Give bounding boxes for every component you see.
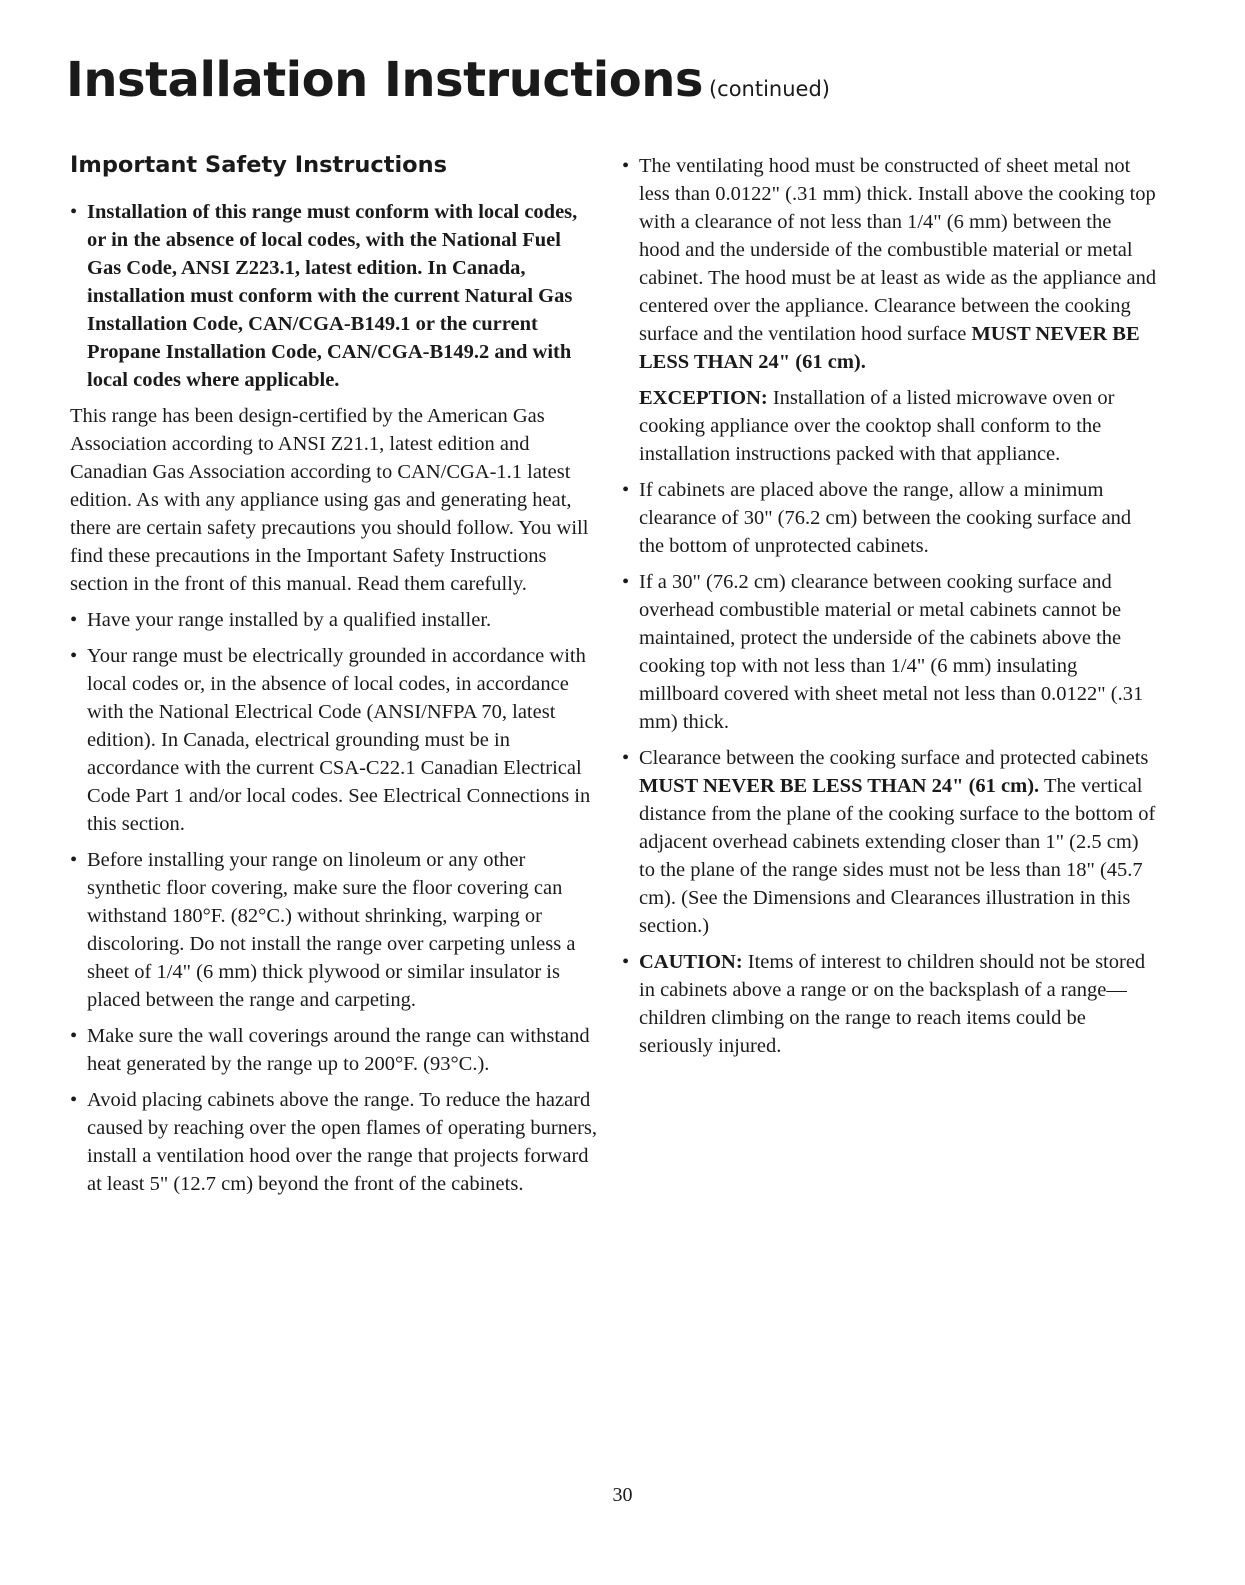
list-item [622,744,1157,940]
list-item [70,642,598,838]
caution-text: Items of interest to children should not be stored in cabinets above a range or on the backsplash of a range—children climbing on the range to reach items could be seriously injured. [639,951,1146,1057]
list-item [70,846,598,1014]
bullet-text: Before installing your range on linoleum or any other synthetic floor covering, make sure the floor covering can withstand 180°F. (82°C.) without shrinking, warping or discoloring. Do not install the range over carpeting unless a sheet of 1/4" (6 mm) thick plywood or similar insulator is placed between the range and carpeting. [87,849,576,1011]
bullet-marker: • [622,479,630,501]
bullet-text: Have your range installed by a qualified installer. [87,609,492,631]
caution-label: CAUTION: [639,951,743,973]
bullet-marker: • [622,155,630,177]
list-item [622,476,1157,560]
bullet-marker: • [70,201,78,223]
exception-paragraph [622,384,1157,468]
bullet-text: Avoid placing cabinets above the range. To reduce the hazard caused by reaching over the open flames of operating burners, install a ventilation hood over the range that projects forward at least 5" (12.7 cm) beyond the front of the cabinets. [87,1089,598,1195]
bullet-text: If a 30" (76.2 cm) clearance between cooking surface and overhead combustible material or metal cabinets cannot be maintained, protect the underside of the cabinets above the cooking top with not less than 1/4" (6 mm) insulating millboard covered with sheet metal not less than 0.0122" (.31 mm) thick. [639,571,1144,733]
list-item [622,948,1157,1060]
page-number: 30 [612,1484,633,1506]
left-bullet-list [70,606,598,1198]
bullet-text: Installation of this range must conform with local codes, or in the absence of local codes, with the National Fuel Gas Code, ANSI Z223.1, latest edition. In Canada, installation must conform with the current Natural Gas Installation Code, CAN/CGA-B149.1 or the current Propane Installation Code, CAN/CGA-B149.2 and with local codes where applicable. [87,201,578,391]
bullet-marker: • [70,1089,78,1111]
list-item [70,606,598,634]
hood-bullet-bold: MUST NEVER BE LESS THAN 24" (61 cm). [639,323,1140,373]
bullet-text: Make sure the wall coverings around the range can withstand heat generated by the range up to 200°F. (93°C.). [87,1025,590,1075]
clearance-text-a: Clearance between the cooking surface and protected cabinets [639,747,1149,769]
bullet-marker: • [622,571,630,593]
bullet-text: If cabinets are placed above the range, allow a minimum clearance of 30" (76.2 cm) between the cooking surface and the bottom of unprotected cabinets. [639,479,1132,557]
bullet-marker: • [622,951,630,973]
exception-label: EXCEPTION: [639,387,768,409]
list-item [622,152,1157,376]
left-column [70,150,598,1206]
bullet-marker: • [70,1025,78,1047]
bullet-marker: • [70,849,78,871]
hood-bullet-text: The ventilating hood must be constructed of sheet metal not less than 0.0122" (.31 mm) thick. Install above the cooking top with a clearance of not less than 1/4" (6 mm) between the hood and the underside of the combustible material or metal cabinet. The hood must be at least as wide as the appliance and centered over the appliance. Clearance between the cooking surface and the ventilation hood surface [639,155,1157,345]
clearance-bold: MUST NEVER BE LESS THAN 24" (61 cm). [639,775,1040,797]
right-bullet-list-2 [622,476,1157,1060]
intro-paragraph: This range has been design-certified by the American Gas Association according to ANSI Z21.1, latest edition and Canadian Gas Association according to CAN/CGA-1.1 latest edition. As with any appliance using gas and generating heat, there are certain safety precautions you should follow. You will find these precautions in the Important Safety Instructions section in the front of this manual. Read them carefully. [70,405,589,595]
section-heading: Important Safety Instructions [70,152,448,178]
bullet-text: Your range must be electrically grounded in accordance with local codes or, in the absence of local codes, in accordance with the National Electrical Code (ANSI/NFPA 70, latest edition). In Canada, electrical grounding must be in accordance with the current CSA-C22.1 Canadian Electrical Code Part 1 and/or local codes. See Electrical Connections in this section. [87,645,591,835]
list-item [70,1086,598,1198]
page-title-text: Installation Instructions [66,52,703,108]
right-column [622,152,1157,1068]
list-item [622,568,1157,736]
bullet-marker: • [70,645,78,667]
page-title-suffix: (continued) [708,77,830,101]
page-title [66,52,830,117]
exception-text: Installation of a listed microwave oven or cooking appliance over the cooktop shall conform to the installation instructions packed with that appliance. [639,387,1115,465]
list-item [70,198,598,394]
bullet-marker: • [70,609,78,631]
clearance-text-b: The vertical distance from the plane of the cooking surface to the bottom of adjacent overhead cabinets extending closer than 1" (2.5 cm) to the plane of the range sides must not be less than 18" (45.7 cm). (See the Dimensions and Clearances illustration in this section.) [639,775,1156,937]
left-first-list [70,198,598,394]
list-item [70,1022,598,1078]
right-bullet-list [622,152,1157,376]
bullet-marker: • [622,747,630,769]
